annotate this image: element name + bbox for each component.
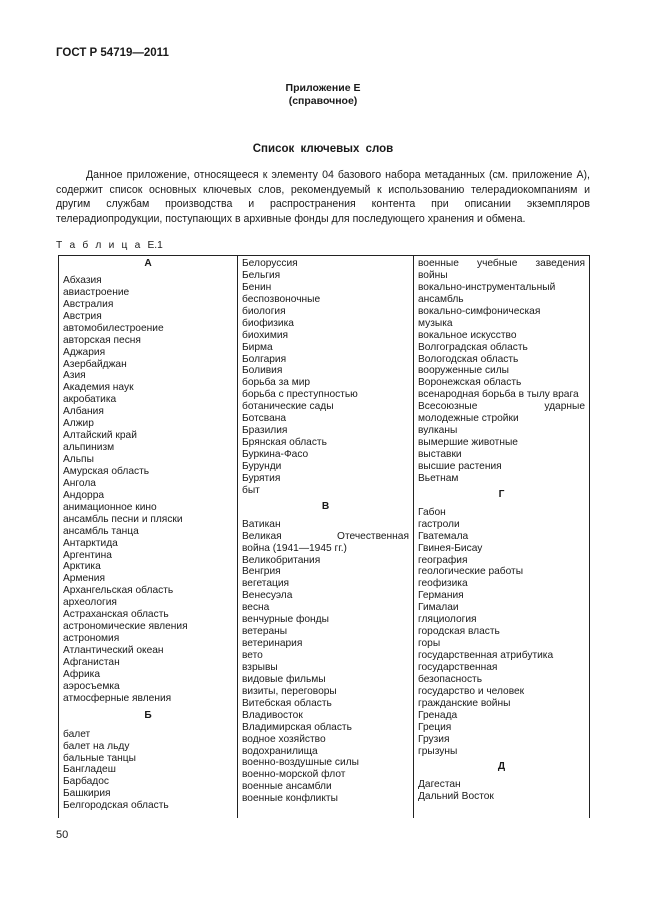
keyword-item: Амурская область: [63, 465, 150, 477]
keyword-item: Буркина-Фасо: [242, 449, 309, 460]
keyword-item: астрономия: [63, 633, 120, 645]
section-letter-v: В: [321, 500, 330, 512]
table-caption-label: Т а б л и ц а: [56, 240, 143, 251]
keyword-item: военные учебные заведения: [418, 258, 585, 269]
keyword-item: Алжир: [63, 418, 94, 430]
keyword-item: ансамбль песни и пляски: [63, 513, 183, 525]
keyword-item: водное хозяйство: [242, 733, 326, 745]
keyword-item: Азия: [63, 370, 86, 382]
keyword-item: Германия: [418, 590, 464, 602]
keyword-item: Ботсвана: [242, 413, 287, 425]
section-letter-d: Д: [497, 761, 506, 773]
keyword-item: гляциология: [418, 614, 477, 626]
keyword-item: Антарктида: [63, 537, 118, 549]
keyword-item: Бурунди: [242, 460, 282, 472]
keyword-item: водохранилища: [242, 745, 318, 757]
keyword-item: вокально-инструментальный: [418, 281, 556, 293]
keyword-list-b: [63, 729, 233, 813]
keyword-item: Академия наук: [63, 382, 134, 394]
keyword-item: Бразилия: [242, 425, 288, 437]
keyword-item: ансамбль: [418, 293, 464, 305]
standard-designation: ГОСТ Р 54719—2011: [56, 47, 169, 59]
keyword-item: государство и человек: [418, 685, 525, 697]
keyword-item: атмосферные явления: [63, 692, 172, 704]
table-column-2: [238, 256, 414, 818]
keyword-item: Ангола: [63, 477, 96, 489]
keyword-item: Абхазия: [63, 274, 102, 286]
keyword-item: Грузия: [418, 733, 450, 745]
keyword-item: Греция: [418, 721, 452, 733]
keyword-item: Африка: [63, 668, 100, 680]
keyword-item: астрономические явления: [63, 621, 188, 633]
keyword-list-d: [418, 779, 585, 803]
keyword-list-v: [242, 519, 409, 806]
keyword-item: видовые фильмы: [242, 673, 326, 685]
keyword-list-a: [63, 275, 233, 705]
keyword-item: Дагестан: [418, 779, 461, 791]
keyword-item: Алтайский край: [63, 430, 137, 442]
keyword-item: Андорра: [63, 489, 105, 501]
keyword-item: вымершие животные: [418, 437, 518, 449]
keyword-item: Воронежская область: [418, 377, 522, 389]
keyword-item: война (1941—1945 гг.): [242, 542, 347, 554]
keyword-item: Гималаи: [418, 602, 459, 614]
keywords-table: [58, 255, 590, 818]
keyword-item: аэросъемка: [63, 680, 120, 692]
keyword-list-v-cont: [418, 258, 585, 485]
keyword-item: геологические работы: [418, 566, 524, 578]
keyword-item: Барбадос: [63, 776, 109, 788]
keyword-item: биохимия: [242, 329, 289, 341]
keyword-item: венчурные фонды: [242, 614, 329, 626]
keyword-item: военно-морской флот: [242, 769, 346, 781]
keyword-item: государственная: [418, 661, 498, 673]
table-column-3: [414, 256, 589, 818]
keyword-item: Великобритания: [242, 554, 321, 566]
keyword-item: балет: [63, 728, 91, 740]
keyword-item: Архангельская область: [63, 585, 174, 597]
keyword-item: Азербайджан: [63, 358, 127, 370]
keyword-item: войны: [418, 269, 448, 281]
keyword-item: Гватемала: [418, 530, 469, 542]
keyword-item: борьба с преступностью: [242, 389, 358, 401]
keyword-item: Албания: [63, 406, 104, 418]
keyword-item: авиастроение: [63, 286, 130, 298]
keyword-item: вокальное искусство: [418, 329, 517, 341]
keyword-item: Всесоюзные ударные: [418, 401, 585, 413]
keyword-item: Арктика: [63, 561, 101, 573]
keyword-item: альпинизм: [63, 442, 115, 454]
keyword-item: Владимирская область: [242, 721, 352, 733]
keyword-item: вулканы: [418, 425, 458, 437]
keyword-item: Боливия: [242, 365, 283, 377]
keyword-item: балет на льду: [63, 740, 130, 752]
keyword-item: Гвинея-Бисау: [418, 542, 483, 554]
keyword-item: Бангладеш: [63, 764, 116, 776]
keyword-item: автомобилестроение: [63, 322, 164, 334]
keyword-item: Астраханская область: [63, 609, 169, 621]
keyword-item: молодежные стройки: [418, 413, 519, 425]
keyword-item: Альпы: [63, 454, 94, 465]
keyword-item: Бенин: [242, 281, 272, 293]
keyword-item: анимационное кино: [63, 501, 157, 513]
keyword-item: геофизика: [418, 578, 468, 590]
keyword-item: археология: [63, 597, 117, 609]
keyword-item: Волгоградская область: [418, 341, 528, 353]
keyword-item: Аджария: [63, 346, 106, 358]
keyword-item: горы: [418, 638, 441, 650]
keyword-item: взрывы: [242, 661, 278, 673]
keyword-item: выставки: [418, 449, 462, 460]
keyword-item: акробатика: [63, 394, 117, 406]
keyword-item: беспозвоночные: [242, 293, 321, 305]
keyword-item: Дальний Восток: [418, 791, 494, 803]
keyword-item: музыка: [418, 317, 453, 329]
keyword-item: Вьетнам: [418, 472, 459, 484]
keyword-item: грызуны: [418, 745, 458, 757]
keyword-item: вокально-симфоническая: [418, 305, 541, 317]
keyword-item: география: [418, 554, 468, 566]
keyword-item: Габон: [418, 506, 446, 518]
keyword-item: Болгария: [242, 353, 287, 365]
section-letter-b: Б: [144, 709, 152, 721]
keyword-item: борьба за мир: [242, 377, 311, 389]
keyword-item: весна: [242, 602, 270, 614]
keyword-item: Австралия: [63, 298, 114, 310]
keyword-item: Великая Отечественная: [242, 530, 409, 542]
keyword-item: Афганистан: [63, 656, 120, 668]
keyword-item: биология: [242, 305, 286, 317]
keyword-item: ботанические сады: [242, 401, 334, 413]
keyword-item: Австрия: [63, 310, 102, 322]
keyword-item: Брянская область: [242, 437, 327, 449]
keyword-item: Бурятия: [242, 472, 281, 484]
page-number: 50: [56, 829, 69, 841]
keyword-item: гражданские войны: [418, 697, 511, 709]
keyword-item: биофизика: [242, 317, 294, 329]
keyword-item: Атлантический океан: [63, 645, 164, 656]
annex-subtitle: (справочное): [288, 95, 358, 107]
keyword-item: Венесуэла: [242, 590, 293, 602]
keyword-item: Владивосток: [242, 709, 303, 721]
keyword-item: Бельгия: [242, 269, 281, 281]
section-letter-g: Г: [498, 488, 505, 500]
keyword-item: авторская песня: [63, 334, 141, 346]
keyword-item: вето: [242, 650, 263, 661]
keyword-item: всенародная борьба в тылу врага: [418, 389, 579, 401]
keyword-item: Белгородская область: [63, 800, 169, 812]
keyword-item: военные конфликты: [242, 793, 338, 805]
keyword-item: Белоруссия: [242, 258, 298, 269]
keyword-list-g: [418, 507, 585, 758]
annex-title: Приложение Е: [285, 82, 361, 94]
table-caption-number: Е.1: [147, 240, 163, 251]
keyword-item: Армения: [63, 573, 105, 585]
keyword-item: Аргентина: [63, 549, 112, 561]
keyword-item: государственная атрибутика: [418, 650, 554, 661]
keyword-item: городская власть: [418, 626, 500, 638]
keyword-item: высшие растения: [418, 460, 502, 472]
keyword-item: военные ансамбли: [242, 781, 332, 793]
keyword-item: Гренада: [418, 709, 458, 721]
list-title: Список ключевых слов: [252, 143, 394, 155]
keyword-item: визиты, переговоры: [242, 685, 337, 697]
keyword-item: военно-воздушные силы: [242, 757, 359, 769]
keyword-item: ветераны: [242, 626, 288, 638]
keyword-item: Витебская область: [242, 697, 332, 709]
table-column-1: [59, 256, 238, 818]
keyword-item: Ватикан: [242, 518, 281, 530]
keyword-item: Бирма: [242, 341, 273, 353]
intro-paragraph: Данное приложение, относящееся к элементу 04 базового набора метаданных (см. приложение А), содержит список основных ключевых слов, рекомендуемый к использованию телерадиокомпаниям и другим службам производства и распространения контента при описании экземпляров телерадиопродукции, поступающих в архивные фонды для последующего хранения и обмена.: [56, 169, 590, 225]
keyword-list-b-cont: [242, 258, 409, 497]
keyword-item: Венгрия: [242, 566, 281, 578]
keyword-item: гастроли: [418, 518, 460, 530]
keyword-item: вооруженные силы: [418, 365, 509, 377]
keyword-item: Башкирия: [63, 788, 111, 800]
keyword-item: Вологодская область: [418, 353, 519, 365]
keyword-item: ветеринария: [242, 638, 303, 650]
keyword-item: ансамбль танца: [63, 525, 139, 537]
section-letter-a: А: [144, 258, 152, 269]
keyword-item: безопасность: [418, 673, 483, 685]
table-caption: [56, 240, 163, 251]
keyword-item: быт: [242, 484, 260, 496]
keyword-item: бальные танцы: [63, 752, 136, 764]
keyword-item: вегетация: [242, 578, 290, 590]
